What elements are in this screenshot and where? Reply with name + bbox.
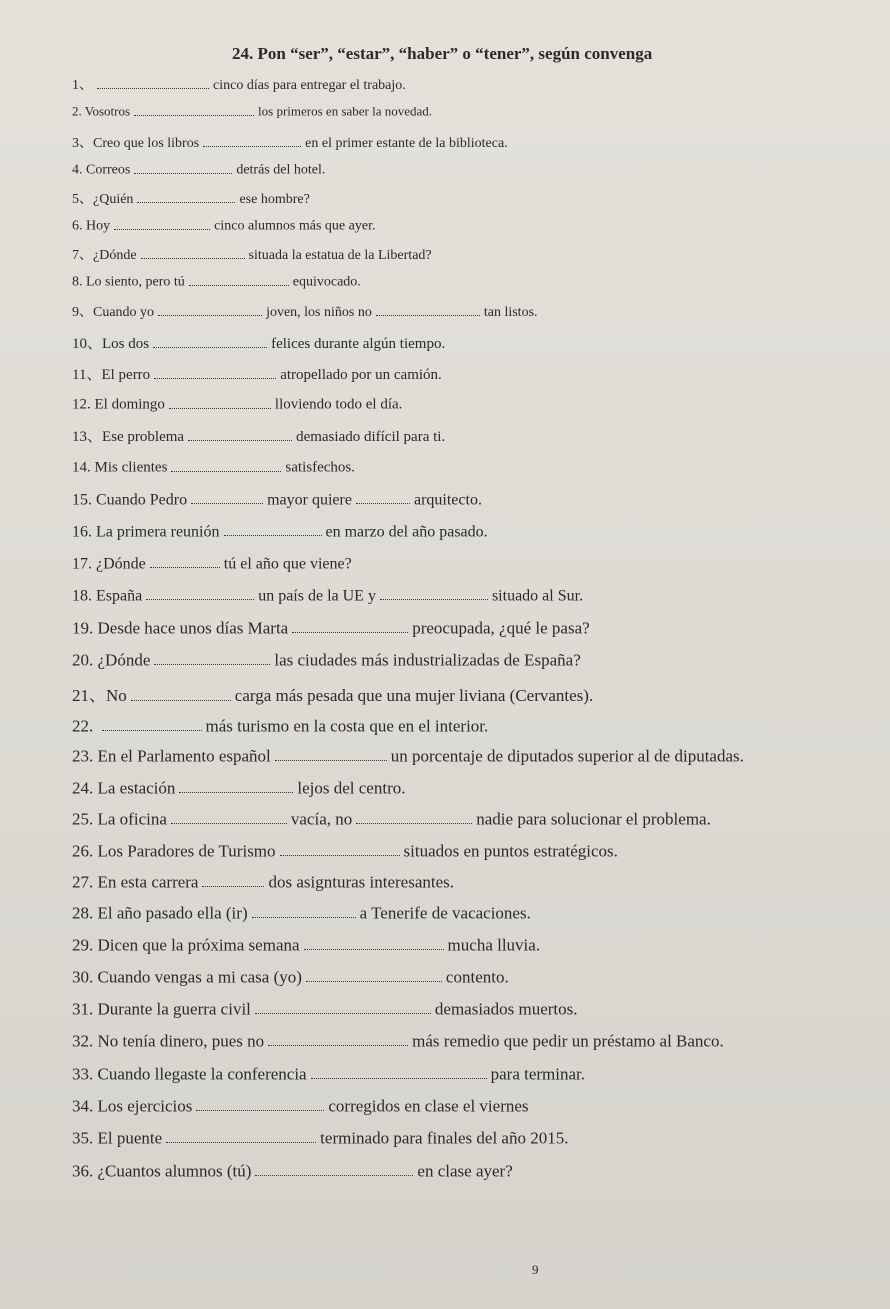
- item-text-after-blank: contento.: [445, 967, 509, 987]
- fill-in-blank[interactable]: [171, 808, 287, 824]
- item-text-before-blank: Cuando Pedro: [96, 491, 188, 509]
- exercise-item: [72, 521, 488, 541]
- item-text-after-blank: lloviendo todo el día.: [274, 396, 403, 413]
- item-text-after-blank: atropellado por un camión.: [280, 367, 442, 383]
- item-text-after-blank: situada la estatua de la Libertad?: [248, 248, 432, 263]
- item-number: 26.: [72, 841, 98, 861]
- item-text-before-blank: La oficina: [97, 809, 167, 829]
- exercise-item: [72, 160, 325, 179]
- item-number: 11、: [72, 367, 102, 383]
- fill-in-blank[interactable]: [137, 189, 235, 203]
- item-text-before-blank: No: [106, 686, 127, 705]
- item-number: 21、: [72, 686, 106, 705]
- exercise-item: [72, 489, 482, 509]
- exercise-item: [72, 871, 454, 892]
- item-text-before-blank: ¿Quién: [93, 192, 134, 207]
- exercise-item: [72, 244, 432, 264]
- exercise-item: [72, 1095, 529, 1116]
- fill-in-blank-second[interactable]: [380, 585, 488, 600]
- item-number: 13、: [72, 429, 103, 445]
- item-text-after-blank: un país de la UE y: [258, 587, 376, 605]
- item-text-before-blank: Ese problema: [102, 429, 185, 445]
- exercise-item: [72, 745, 744, 766]
- item-text-before-blank: En el Parlamento español: [97, 746, 271, 766]
- exercise-item: [72, 902, 531, 923]
- item-text-after-blank: ese hombre?: [239, 192, 310, 207]
- item-number: 1、: [72, 78, 93, 93]
- fill-in-blank[interactable]: [102, 715, 202, 731]
- exercise-item: [72, 457, 355, 477]
- item-number: 15.: [72, 491, 96, 509]
- exercise-item: [72, 934, 540, 955]
- fill-in-blank[interactable]: [158, 302, 262, 316]
- fill-in-blank[interactable]: [255, 1160, 413, 1176]
- fill-in-blank-second[interactable]: [356, 808, 472, 824]
- item-number: 35.: [72, 1128, 98, 1148]
- fill-in-blank[interactable]: [255, 998, 431, 1014]
- item-number: 34.: [72, 1096, 98, 1116]
- item-text-before-blank: La estación: [97, 778, 176, 798]
- exercise-item: [72, 553, 352, 573]
- fill-in-blank[interactable]: [154, 365, 276, 380]
- fill-in-blank[interactable]: [169, 394, 271, 409]
- item-text-before-blank: El año pasado ella (ir): [97, 903, 248, 923]
- item-text-after-blank: demasiado difícil para ti.: [296, 429, 446, 445]
- item-number: 17.: [72, 555, 96, 573]
- item-text-after-blank: mucha lluvia.: [447, 935, 541, 955]
- item-number: 27.: [72, 872, 98, 892]
- item-text-after-blank: cinco días para entregar el trabajo.: [213, 78, 406, 93]
- item-text-after-blank: en el primer estante de la biblioteca.: [305, 136, 508, 151]
- item-number: 28.: [72, 903, 98, 923]
- item-text-before-blank: Vosotros: [84, 103, 131, 119]
- exercise-item: [72, 966, 509, 987]
- item-number: 31.: [72, 999, 98, 1019]
- item-text-after-blank: en marzo del año pasado.: [325, 523, 488, 541]
- fill-in-blank[interactable]: [304, 934, 444, 950]
- item-text-after-blank: a Tenerife de vacaciones.: [359, 903, 531, 923]
- item-text-after-blank: corregidos en clase el viernes: [328, 1096, 529, 1116]
- fill-in-blank[interactable]: [166, 1127, 316, 1143]
- item-text-before-blank: ¿Dónde: [97, 650, 151, 670]
- item-text-before-blank: Creo que los libros: [93, 136, 200, 151]
- item-text-before-blank: La primera reunión: [96, 523, 220, 541]
- item-number: 10、: [72, 336, 103, 352]
- fill-in-blank[interactable]: [134, 160, 232, 174]
- item-number: 2.: [72, 103, 85, 119]
- item-text-after-blank: equivocado.: [292, 274, 361, 290]
- item-number: 25.: [72, 809, 98, 829]
- exercise-item: [72, 681, 593, 706]
- fill-in-blank[interactable]: [202, 871, 264, 887]
- item-number: 12.: [72, 396, 95, 413]
- item-text-after-blank: más remedio que pedir un préstamo al Banco.: [412, 1031, 724, 1051]
- fill-in-blank[interactable]: [268, 1030, 408, 1046]
- exercise-item: [72, 617, 590, 638]
- item-text-end: situado al Sur.: [491, 587, 584, 605]
- item-number: 8.: [72, 274, 86, 290]
- exercise-item: [72, 74, 406, 94]
- item-text-after-blank: detrás del hotel.: [236, 162, 326, 178]
- item-text-before-blank: Cuando llegaste la conferencia: [97, 1064, 307, 1084]
- exercise-item: [72, 394, 402, 414]
- item-number: 14.: [72, 459, 95, 476]
- exercise-item: [72, 1127, 568, 1148]
- fill-in-blank[interactable]: [154, 649, 270, 665]
- item-text-before-blank: Durante la guerra civil: [97, 999, 251, 1019]
- item-number: 24.: [72, 778, 98, 798]
- item-text-after-blank: terminado para finales del año 2015.: [320, 1128, 569, 1148]
- fill-in-blank[interactable]: [171, 457, 281, 472]
- item-text-before-blank: Cuando yo: [93, 305, 155, 320]
- item-number: 30.: [72, 967, 98, 987]
- fill-in-blank[interactable]: [275, 745, 387, 761]
- item-text-before-blank: El puente: [97, 1128, 163, 1148]
- exercise-item: [72, 777, 406, 798]
- item-text-end: arquitecto.: [413, 491, 482, 509]
- item-text-after-blank: joven, los niños no: [266, 305, 372, 320]
- item-text-after-blank: en clase ayer?: [417, 1161, 513, 1181]
- item-number: 3、: [72, 136, 93, 151]
- item-text-before-blank: ¿Dónde: [96, 555, 146, 573]
- item-text-before-blank: España: [96, 587, 143, 605]
- item-text-before-blank: El perro: [101, 367, 151, 383]
- exercise-item: [72, 301, 538, 321]
- exercise-item: [72, 1063, 585, 1084]
- item-number: 36.: [72, 1161, 98, 1181]
- fill-in-blank[interactable]: [224, 521, 322, 536]
- item-text-end: tan listos.: [483, 305, 538, 320]
- exercise-item: [72, 188, 310, 208]
- fill-in-blank[interactable]: [114, 216, 210, 230]
- exercise-item: [72, 808, 711, 829]
- item-text-before-blank: Mis clientes: [94, 459, 168, 476]
- item-text-after-blank: tú el año que viene?: [223, 555, 352, 573]
- item-text-after-blank: las ciudades más industrializadas de España?: [274, 650, 581, 670]
- item-text-before-blank: Hoy: [86, 218, 111, 234]
- item-number: 22.: [72, 716, 98, 736]
- item-text-after-blank: dos asignturas interesantes.: [268, 872, 455, 892]
- item-text-before-blank: No tenía dinero, pues no: [97, 1031, 265, 1051]
- item-text-before-blank: Correos: [86, 162, 131, 178]
- fill-in-blank[interactable]: [189, 272, 289, 286]
- fill-in-blank[interactable]: [150, 553, 220, 568]
- fill-in-blank-second[interactable]: [376, 302, 480, 316]
- item-text-end: nadie para solucionar el problema.: [476, 809, 711, 829]
- exercise-item: [72, 1160, 513, 1181]
- item-text-before-blank: Los Paradores de Turismo: [97, 841, 276, 861]
- item-number: 16.: [72, 523, 96, 541]
- item-text-after-blank: un porcentaje de diputados superior al de diputadas.: [390, 746, 744, 766]
- exercise-item: [72, 332, 445, 353]
- item-text-after-blank: felices durante algún tiempo.: [271, 336, 446, 352]
- fill-in-blank[interactable]: [203, 133, 301, 147]
- item-number: 7、: [72, 248, 93, 263]
- item-number: 23.: [72, 746, 98, 766]
- fill-in-blank[interactable]: [179, 777, 293, 793]
- fill-in-blank[interactable]: [196, 1095, 324, 1111]
- fill-in-blank[interactable]: [188, 427, 292, 442]
- item-text-before-blank: Desde hace unos días Marta: [97, 618, 289, 638]
- exercise-item: [72, 585, 583, 605]
- fill-in-blank-second[interactable]: [356, 489, 410, 504]
- fill-in-blank[interactable]: [97, 75, 209, 89]
- item-number: 20.: [72, 650, 98, 670]
- fill-in-blank[interactable]: [191, 489, 263, 504]
- exercise-item: [72, 998, 578, 1019]
- item-number: 4.: [72, 162, 86, 178]
- item-text-after-blank: vacía, no: [290, 809, 353, 829]
- item-text-before-blank: En esta carrera: [97, 872, 199, 892]
- fill-in-blank[interactable]: [311, 1063, 487, 1079]
- fill-in-blank[interactable]: [292, 617, 408, 633]
- exercise-item: [72, 132, 508, 152]
- exercise-item: [72, 216, 375, 235]
- exercise-item: [72, 649, 581, 670]
- item-number: 6.: [72, 218, 86, 234]
- item-text-before-blank: ¿Cuantos alumnos (tú): [97, 1161, 252, 1181]
- item-text-before-blank: Dicen que la próxima semana: [97, 935, 300, 955]
- page-number: 9: [532, 1262, 539, 1277]
- item-number: 29.: [72, 935, 98, 955]
- item-number: 18.: [72, 587, 96, 605]
- exercise-item: [72, 103, 432, 120]
- item-text-before-blank: Cuando vengas a mi casa (yo): [97, 967, 302, 987]
- item-text-before-blank: Los dos: [102, 336, 150, 352]
- exercise-item: [72, 1030, 724, 1051]
- item-number: 33.: [72, 1064, 98, 1084]
- item-text-after-blank: los primeros en saber la novedad.: [258, 103, 433, 119]
- item-text-after-blank: para terminar.: [490, 1064, 586, 1084]
- fill-in-blank[interactable]: [146, 585, 254, 600]
- exercise-item: [72, 715, 488, 736]
- item-number: 9、: [72, 305, 93, 320]
- item-text-before-blank: El domingo: [94, 396, 165, 413]
- fill-in-blank[interactable]: [153, 334, 267, 349]
- item-text-after-blank: más turismo en la costa que en el interior.: [205, 716, 489, 736]
- fill-in-blank[interactable]: [306, 966, 442, 982]
- item-number: 5、: [72, 192, 93, 207]
- fill-in-blank[interactable]: [134, 103, 254, 116]
- exercise-title: 24. Pon “ser”, “estar”, “haber” o “tener”, según convenga: [232, 44, 653, 63]
- item-text-after-blank: preocupada, ¿qué le pasa?: [412, 618, 590, 638]
- item-text-before-blank: Lo siento, pero tú: [86, 274, 185, 290]
- item-text-after-blank: situados en puntos estratégicos.: [403, 841, 618, 861]
- item-text-after-blank: demasiados muertos.: [434, 999, 578, 1019]
- item-text-after-blank: cinco alumnos más que ayer.: [214, 218, 376, 234]
- item-text-after-blank: carga más pesada que una mujer liviana (Cervantes).: [234, 686, 594, 705]
- fill-in-blank[interactable]: [252, 902, 356, 918]
- fill-in-blank[interactable]: [131, 685, 231, 701]
- item-text-after-blank: mayor quiere: [267, 491, 352, 509]
- item-text-after-blank: satisfechos.: [285, 459, 355, 476]
- fill-in-blank[interactable]: [280, 840, 400, 856]
- item-text-after-blank: lejos del centro.: [297, 778, 406, 798]
- item-number: 19.: [72, 618, 98, 638]
- fill-in-blank[interactable]: [141, 245, 245, 259]
- exercise-item: [72, 840, 618, 861]
- exercise-item: [72, 425, 445, 446]
- item-number: 32.: [72, 1031, 98, 1051]
- item-text-before-blank: Los ejercicios: [97, 1096, 193, 1116]
- exercise-item: [72, 272, 361, 291]
- exercise-item: [72, 363, 442, 384]
- item-text-before-blank: ¿Dónde: [93, 248, 137, 263]
